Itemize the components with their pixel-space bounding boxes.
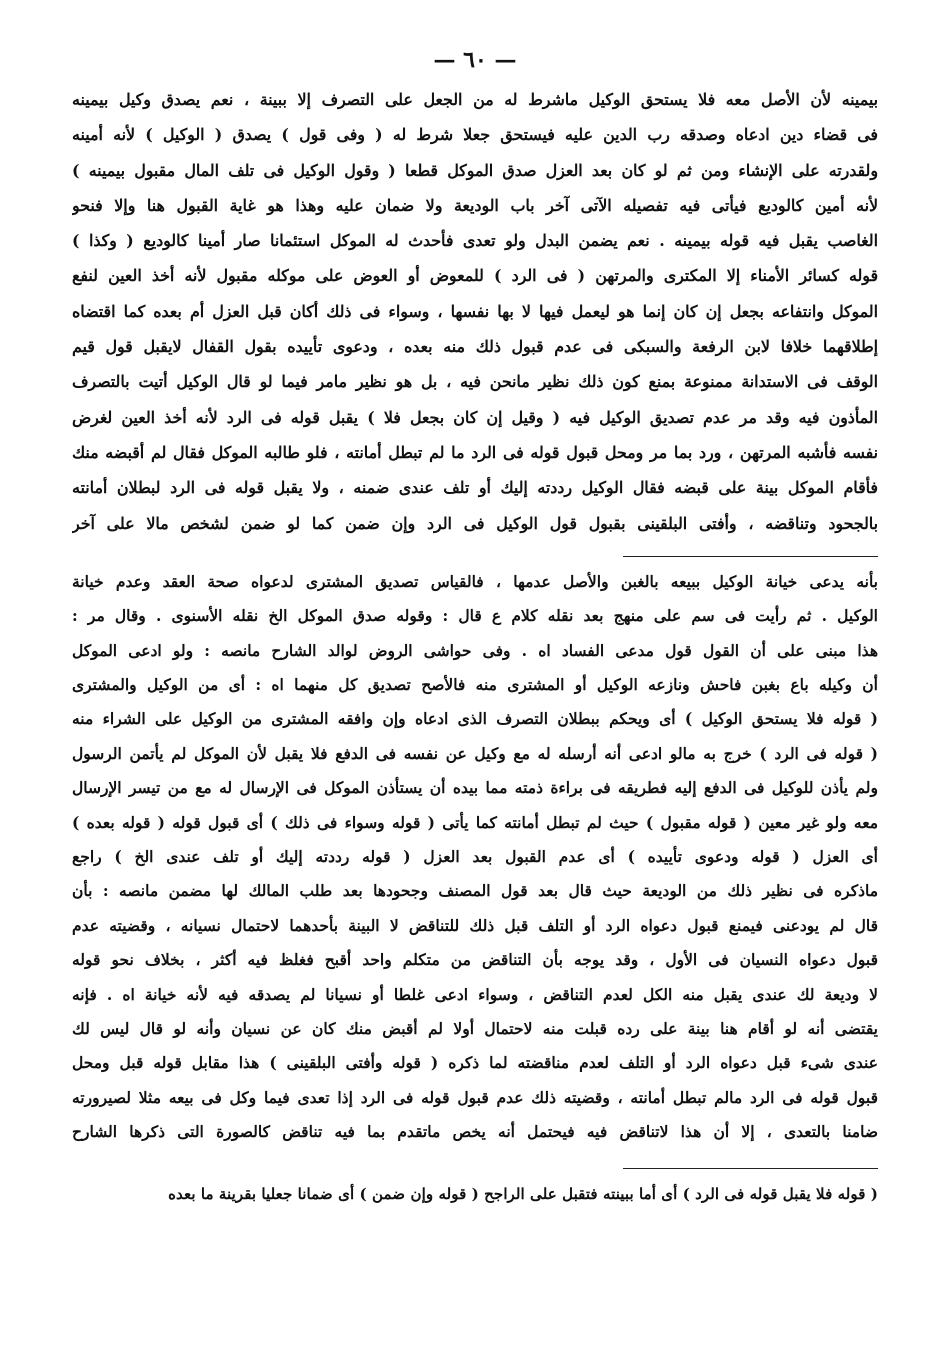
footnote [72,1177,878,1211]
page-number: — ٦٠ — [433,47,517,73]
commentary-line: ( قوله فى الرد ) خرج به مالو ادعى أنه أرسله له مع وكيل عن نفسه فى الدفع فلا يقبل لأن الموكل لم يأتمن الرسول [72,743,878,763]
commentary-line: قبول قوله فى الرد مالم تبطل أمانته ، وقضيته ذلك عدم قبول قوله فى الرد إذا تعدى فيما وكل فى بيعه مثلا لصيرورته [72,1087,878,1107]
footnote-divider [623,1168,878,1169]
main-text-line: الموكل وانتفاعه بجعل إن كان إنما هو ليعمل فيها لا بها نفسها ، وسواء فى ذلك أكان قبل العزل أم بعده كما اقتضاه [72,301,878,321]
commentary-line: لا وديعة لك عندى يقبل منه الكل لعدم التناقض ، وسواء ادعى غلطا أو نسيانا لم يصدقه فيه لأنه خيانة اه . فإنه [72,984,878,1004]
main-text-line: بالجحود وتناقضه ، وأفتى البلقينى بقبول قول الوكيل فى الرد وإن ضمن كما لو ضمن لشخص مالا على آخر [72,513,878,533]
commentary-line: بأنه يدعى خيانة الوكيل ببيعه بالغبن والأصل عدمها ، فالقياس تصديق المشترى لدعواه صحة العقد وعدم خيانة [72,571,878,591]
main-text-line: المأذون فيه وقد مر عدم تصديق الوكيل فيه ( وقيل إن كان بجعل فلا ) يقبل قوله فى الرد لأنه أخذ العين لغرض [72,407,878,427]
commentary-line: ماذكره فى نظير ذلك من الوديعة حيث قال بعد قول المصنف وجحودها بعد طلب المالك لها مضمن مانصه : بأن [72,881,878,901]
commentary-line: قبول دعواه النسيان فى الأول ، وقد يوجه بأن التناقض من متكلم واحد أقبح فغلظ فيه أكثر ، بخلاف نحو قوله [72,950,878,970]
commentary-line: عندى شىء قبل دعواه الرد أو التلف لعدم مناقضته لما ذكره ( قوله وأفتى البلقينى ) هذا مقابل قوله قبل ومحل [72,1053,878,1073]
main-text-line: فى قضاء دين ادعاه وصدقه رب الدين عليه فيستحق جعلا شرط له ( وفى قول ) يصدق ( الوكيل ) لأنه أمينه [72,125,878,145]
main-text-line: الغاصب يقبل فيه قوله بيمينه . نعم يضمن البدل ولو تعدى فأحدث له الموكل استئمانا صار أمينا كالوديع ( وكذا ) [72,231,878,251]
commentary-line: أن وكيله باع بغبن فاحش ونازعه الوكيل أو المشترى منه فالأصح تصديق كل منهما اه : أى من الوكيل والمشترى [72,675,878,695]
section-divider [623,556,878,557]
main-text-line: بيمينه لأن الأصل معه فلا يستحق الوكيل ماشرط له من الجعل على التصرف إلا ببينة ، نعم يصدق وكيل بيمينه [72,90,878,109]
main-text-line: لأنه أمين كالوديع فيأتى فيه تفصيله الآتى آخر باب الوديعة ولا ضمان عليه وهذا هو غاية القبول هنا وإلا فنحو [72,195,878,215]
commentary-line: الوكيل . ثم رأيت فى سم على منهج بعد نقله كلام ع قال : وقوله صدق الموكل الخ نقله الأسنوى . وقال مر : [72,606,878,626]
main-text-line: إطلاقهما خلافا لابن الرفعة والسبكى فى عدم قبول ذلك منه بعده ، ودعوى تأييده بقول القفال لايقبل قول قيم [72,337,878,357]
main-text-line: فأقام الموكل بينة على قبضه فقال الوكيل رددته إليك أو تلف عندى ضمنه ، ولا يقبل قوله فى الرد لبطلان أمانته [72,478,878,498]
commentary-line: ( قوله فلا يستحق الوكيل ) أى ويحكم ببطلان التصرف الذى ادعاه وإن وافقه المشترى من الوكيل على الشراء منه [72,709,878,729]
commentary-line: معه ولو غير معين ( قوله مقبول ) حيث لم تبطل أمانته كما يأتى ( قوله وسواء فى ذلك ) أى قبول قوله ( قوله بعده ) [72,812,878,832]
commentary-line: أى العزل ( قوله ودعوى تأييده ) أى عدم القبول بعد العزل ( قوله رددته إليك أو تلف عندى الخ ) راجع [72,846,878,866]
main-text [72,82,878,541]
main-text-line: ولقدرته على الإنشاء ومن ثم لو كان بعد العزل صدق الموكل قطعا ( وقول الوكيل فى تلف المال مقبول بيمينه ) [72,160,878,180]
main-text-line: الوقف فى الاستدانة ممنوعة بمنع كون ذلك نظير مانحن فيه ، بل هو نظير مامر فيما لو قال الوكيل أتيت بالتصرف [72,372,878,392]
commentary [72,565,878,1150]
commentary-line: هذا مبنى على أن القول قول مدعى الفساد اه . وفى حواشى الروض لوالد الشارح مانصه : ولو ادعى الموكل [72,640,878,660]
commentary-line: يقتضى أنه لو أقام هنا بينة على رده قبلت منه لاحتمال أولا لم أقبض منك كان عن نسيان وأنه لو قال ليس لك [72,1018,878,1038]
main-text-line: نفسه فأشبه المرتهن ، ورد بما مر ومحل قبول قوله فى الرد ما لم تبطل أمانته ، فلو طالبه الموكل فقال لم أقبضه منك [72,442,878,462]
footnote-line: ( قوله فلا يقبل قوله فى الرد ) أى أما ببينته فتقبل على الراجح ( قوله وإن ضمن ) أى ضمانا جعليا بقرينة ما بعده [168,1184,878,1203]
commentary-line: ولم يأذن للوكيل فى الدفع إليه فطريقه فى براءة ذمته مما بيده أن يستأذن الموكل فى الإرسال له مع من تيسر الإرسال [72,778,878,798]
commentary-line: قال لم يودعنى فيمنع قبول دعواه الرد أو التلف قبل ذلك للتناقض لا البينة بأحدهما لاحتمال نسيانه ، وقضيته عدم [72,915,878,935]
commentary-line: ضامنا بالتعدى ، إلا أن هذا لاتناقض فيه فيحتمل أنه يخص ماتقدم بما فيه تناقض كالصورة التى ذكرها الشارح [72,1122,878,1142]
main-text-line: قوله كسائر الأمناء إلا المكترى والمرتهن ( فى الرد ) للمعوض أو العوض على موكله مقبول لأنه أخذ العين لنفع [72,266,878,286]
